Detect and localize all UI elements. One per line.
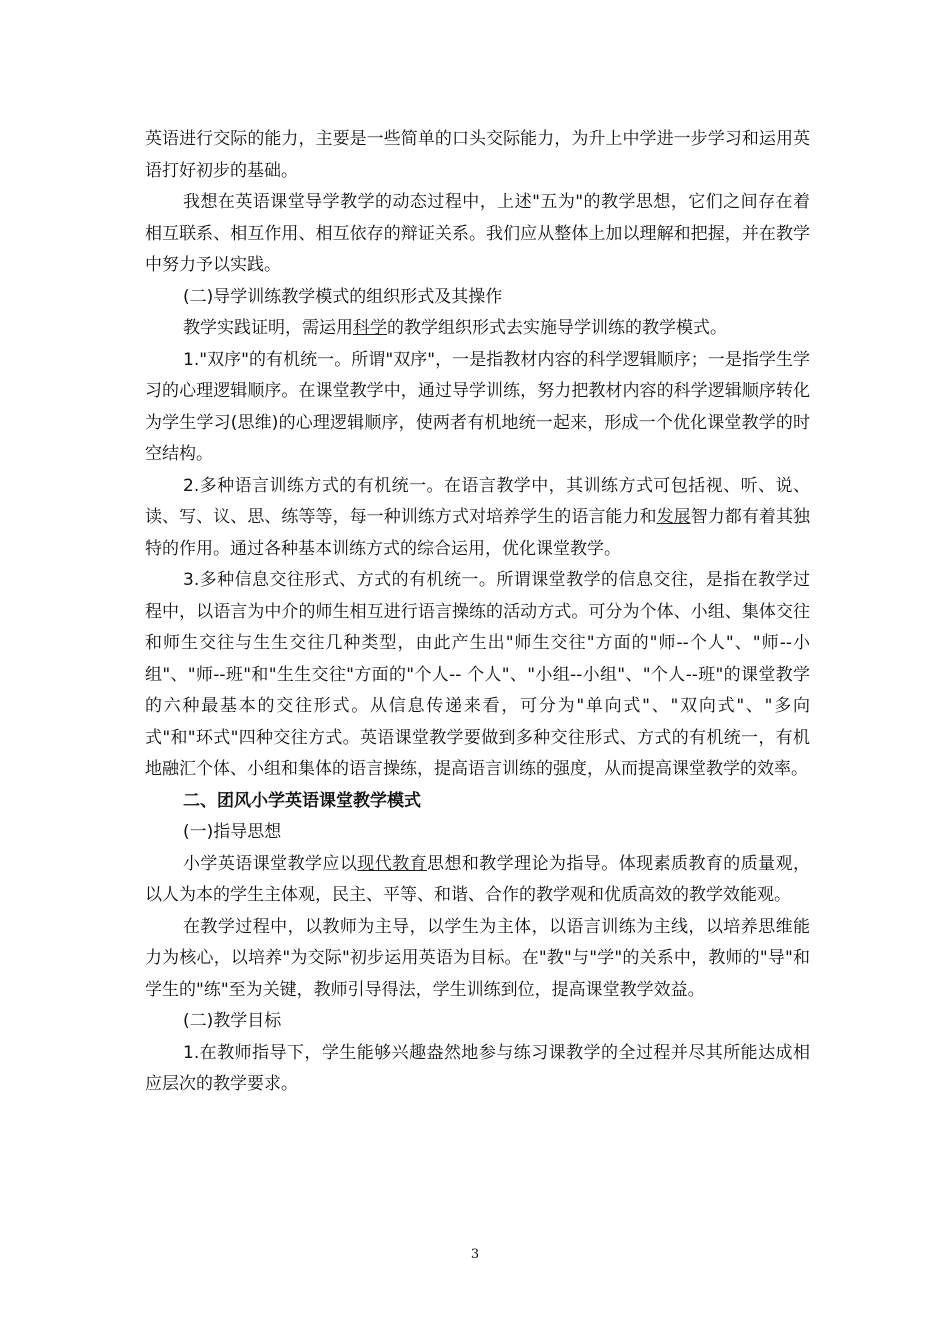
paragraph bbox=[145, 313, 810, 345]
text-run: 思想和教学理论为指导。体现素质教育的质量观，以人为本的学生主体观，民主、平等、和谐、合作的教学观和优质高效的教学效能观。 bbox=[145, 853, 811, 905]
section-heading: 二、团风小学英语课堂教学模式 bbox=[183, 790, 421, 811]
section-subheading: (一)指导思想 bbox=[183, 822, 282, 842]
paragraph bbox=[145, 471, 810, 566]
paragraph: 在教学过程中，以教师为主导，以学生为主体，以语言训练为主线，以培养思维能力为核心，以培养"为交际"初步运用英语为目标。在"教"与"学"的关系中，教师的"导"和学生的"练"至为关键，教师引导得法，学生训练到位，提高课堂教学效益。 bbox=[145, 916, 810, 1000]
hyperlink-development[interactable]: 发展 bbox=[656, 507, 691, 527]
paragraph: 1."双序"的有机统一。所谓"双序"，一是指教材内容的科学逻辑顺序；一是指学生学习的心理逻辑顺序。在课堂教学中，通过导学训练，努力把教材内容的科学逻辑顺序转化为学生学习(思维)的心理逻辑顺序，使两者有机地统一起来，形成一个优化课堂教学的时空结构。 bbox=[145, 349, 810, 464]
text-run: 小学英语课堂教学应以 bbox=[183, 853, 358, 874]
page-number: 3 bbox=[470, 1247, 480, 1262]
text-run: 教学实践证明，需运用 bbox=[183, 318, 353, 338]
text-run: 2.多种语言训练方式的有机统一。在语言教学中，其训练方式可包括视、听、说、读、写、议、思、练等等，每一种训练方式对培养学生的语言能力和 bbox=[145, 475, 810, 527]
text-run: 智力都有着其独特的作用。通过各种基本训练方式的综合运用，优化课堂教学。 bbox=[145, 507, 811, 559]
hyperlink-science[interactable]: 科学 bbox=[353, 318, 387, 338]
paragraph: 我想在英语课堂导学教学的动态过程中，上述"五为"的教学思想，它们之间存在着相互联系、相互作用、相互依存的辩证关系。我们应从整体上加以理解和把握，并在教学中努力予以实践。 bbox=[145, 192, 810, 275]
paragraph: 英语进行交际的能力，主要是一些简单的口头交际能力，为升上中学进一步学习和运用英语打好初步的基础。 bbox=[145, 129, 810, 181]
hyperlink-modern-education[interactable]: 现代教育 bbox=[357, 853, 428, 874]
document-body bbox=[145, 124, 810, 1101]
paragraph: 1.在教师指导下，学生能够兴趣盎然地参与练习课教学的全过程并尽其所能达成相应层次的教学要求。 bbox=[145, 1042, 810, 1094]
section-subheading: (二)导学训练教学模式的组织形式及其操作 bbox=[183, 286, 503, 307]
text-run: 的教学组织形式去实施导学训练的教学模式。 bbox=[387, 318, 727, 338]
paragraph bbox=[145, 849, 810, 912]
section-subheading: (二)教学目标 bbox=[183, 1011, 282, 1031]
paragraph: 3.多种信息交往形式、方式的有机统一。所谓课堂教学的信息交往，是指在教学过程中，以语言为中介的师生相互进行语言操练的活动方式。可分为个体、小组、集体交往和师生交往与生生交往几种类型，由此产生出"师生交往"方面的"师--个人"、"师--小组"、"师--班"和"生生交往"方面的"个人-- 个人"、"小组--小组"、"个人--班"的课堂教学的六种最基本的交往形式。从信息传递来看，可分为"单向式"、"双向式"、"多向式"和"环式"四种交往方式。英语课堂教学要做到多种交往形式、方式的有机统一，有机地融汇个体、小组和集体的语言操练，提高语言训练的强度，从而提高课堂教学的效率。 bbox=[145, 570, 810, 779]
